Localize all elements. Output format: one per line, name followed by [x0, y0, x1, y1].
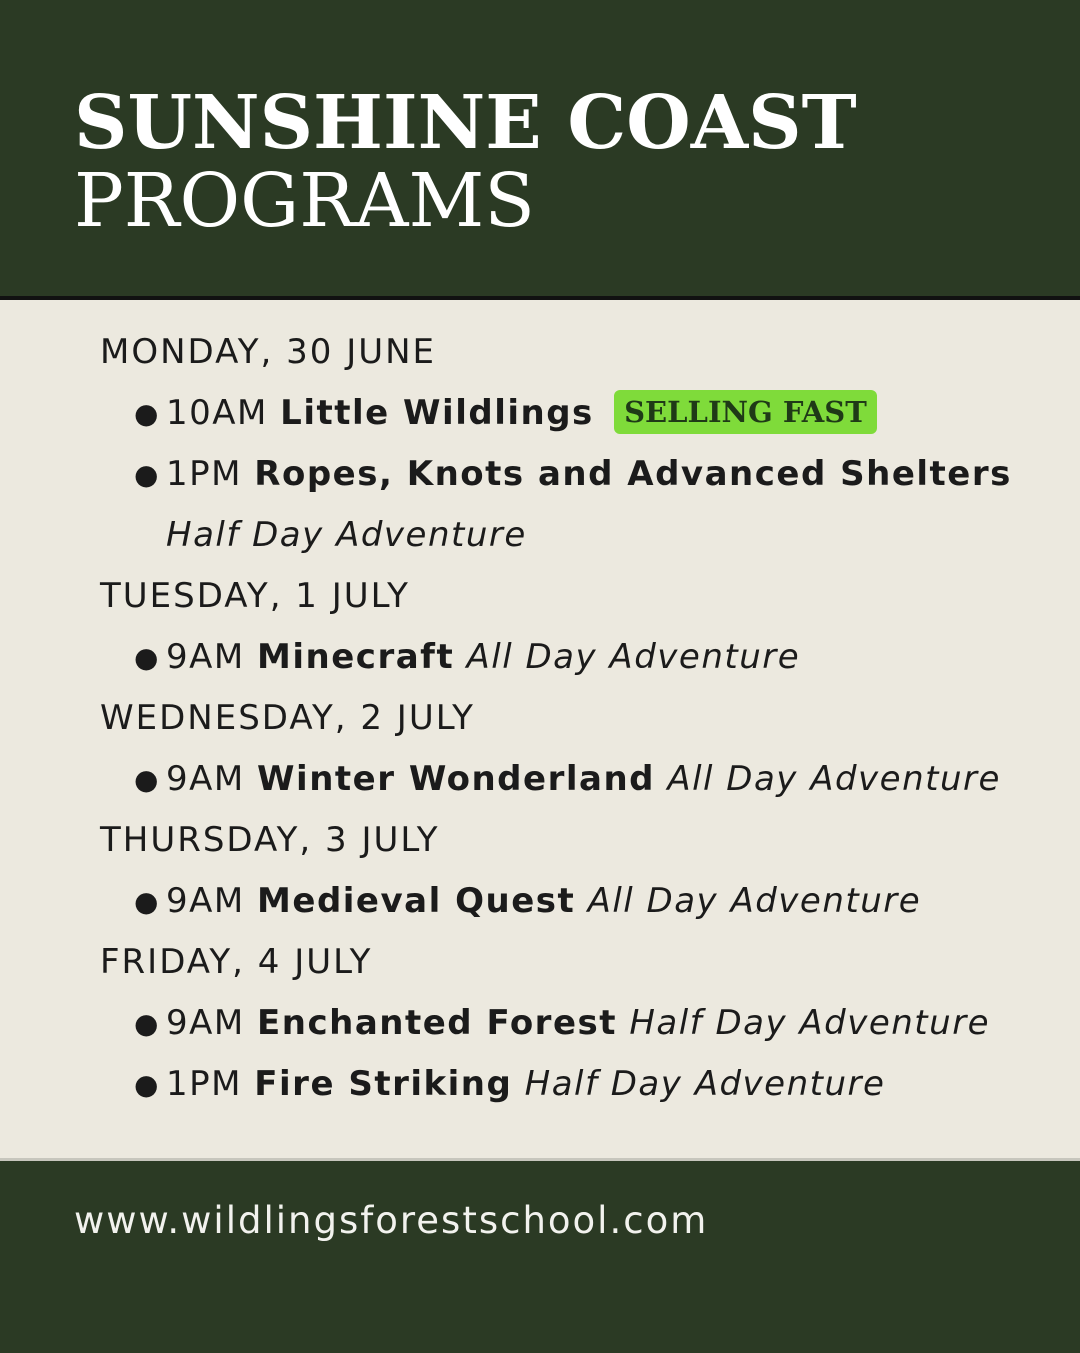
day-heading: MONDAY, 30 JUNE: [100, 332, 437, 372]
day-heading: THURSDAY, 3 JULY: [100, 820, 440, 860]
program-list: [100, 749, 1060, 810]
program-duration: Half Day Adventure: [166, 515, 527, 555]
program-time: 9AM: [166, 881, 245, 921]
bullet-icon: ●: [134, 458, 160, 491]
program-duration: All Day Adventure: [667, 759, 1001, 799]
bullet-icon: ●: [134, 1007, 160, 1040]
program-name: Winter Wonderland: [257, 759, 655, 799]
program-item: [100, 749, 1060, 810]
bullet-icon: ●: [134, 641, 160, 674]
day-heading: WEDNESDAY, 2 JULY: [100, 698, 475, 738]
program-name: Fire Striking: [254, 1064, 513, 1104]
program-list: [100, 871, 1060, 932]
website-link[interactable]: www.wildlingsforestschool.com: [74, 1199, 709, 1242]
program-time: 9AM: [166, 759, 245, 799]
program-list: [100, 383, 1060, 566]
program-time: 9AM: [166, 637, 245, 677]
program-name: Little Wildlings: [280, 393, 594, 433]
day-heading: TUESDAY, 1 JULY: [100, 576, 410, 616]
program-schedule: [100, 322, 1060, 1115]
day-heading: FRIDAY, 4 JULY: [100, 942, 373, 982]
program-duration: All Day Adventure: [587, 881, 922, 921]
selling-fast-badge: SELLING FAST: [614, 390, 877, 434]
bullet-icon: ●: [134, 1068, 160, 1101]
footer-banner: [0, 1158, 1080, 1353]
bullet-icon: ●: [134, 885, 160, 918]
program-duration: Half Day Adventure: [524, 1064, 886, 1104]
program-time: 1PM: [166, 1064, 242, 1104]
bullet-icon: ●: [134, 763, 160, 796]
program-item: [100, 1054, 1060, 1115]
bullet-icon: ●: [134, 397, 160, 430]
header-divider: [0, 296, 1080, 300]
page-title: SUNSHINE COAST: [74, 80, 857, 166]
program-duration: Half Day Adventure: [629, 1003, 991, 1043]
program-duration: All Day Adventure: [466, 637, 801, 677]
program-item: [100, 871, 1060, 932]
program-list: [100, 993, 1060, 1115]
program-item: [100, 383, 1060, 444]
program-name: Enchanted Forest: [257, 1003, 617, 1043]
program-name: Minecraft: [257, 637, 455, 677]
program-time: 1PM: [166, 454, 242, 494]
program-item: [100, 627, 1060, 688]
program-name: Medieval Quest: [257, 881, 576, 921]
program-list: [100, 627, 1060, 688]
header-banner: [0, 0, 1080, 296]
program-name: Ropes, Knots and Advanced Shelters: [254, 454, 1012, 494]
program-item: [100, 444, 1060, 566]
program-time: 9AM: [166, 1003, 245, 1043]
program-time: 10AM: [166, 393, 268, 433]
program-item: [100, 993, 1060, 1054]
page-subtitle: PROGRAMS: [74, 158, 535, 244]
